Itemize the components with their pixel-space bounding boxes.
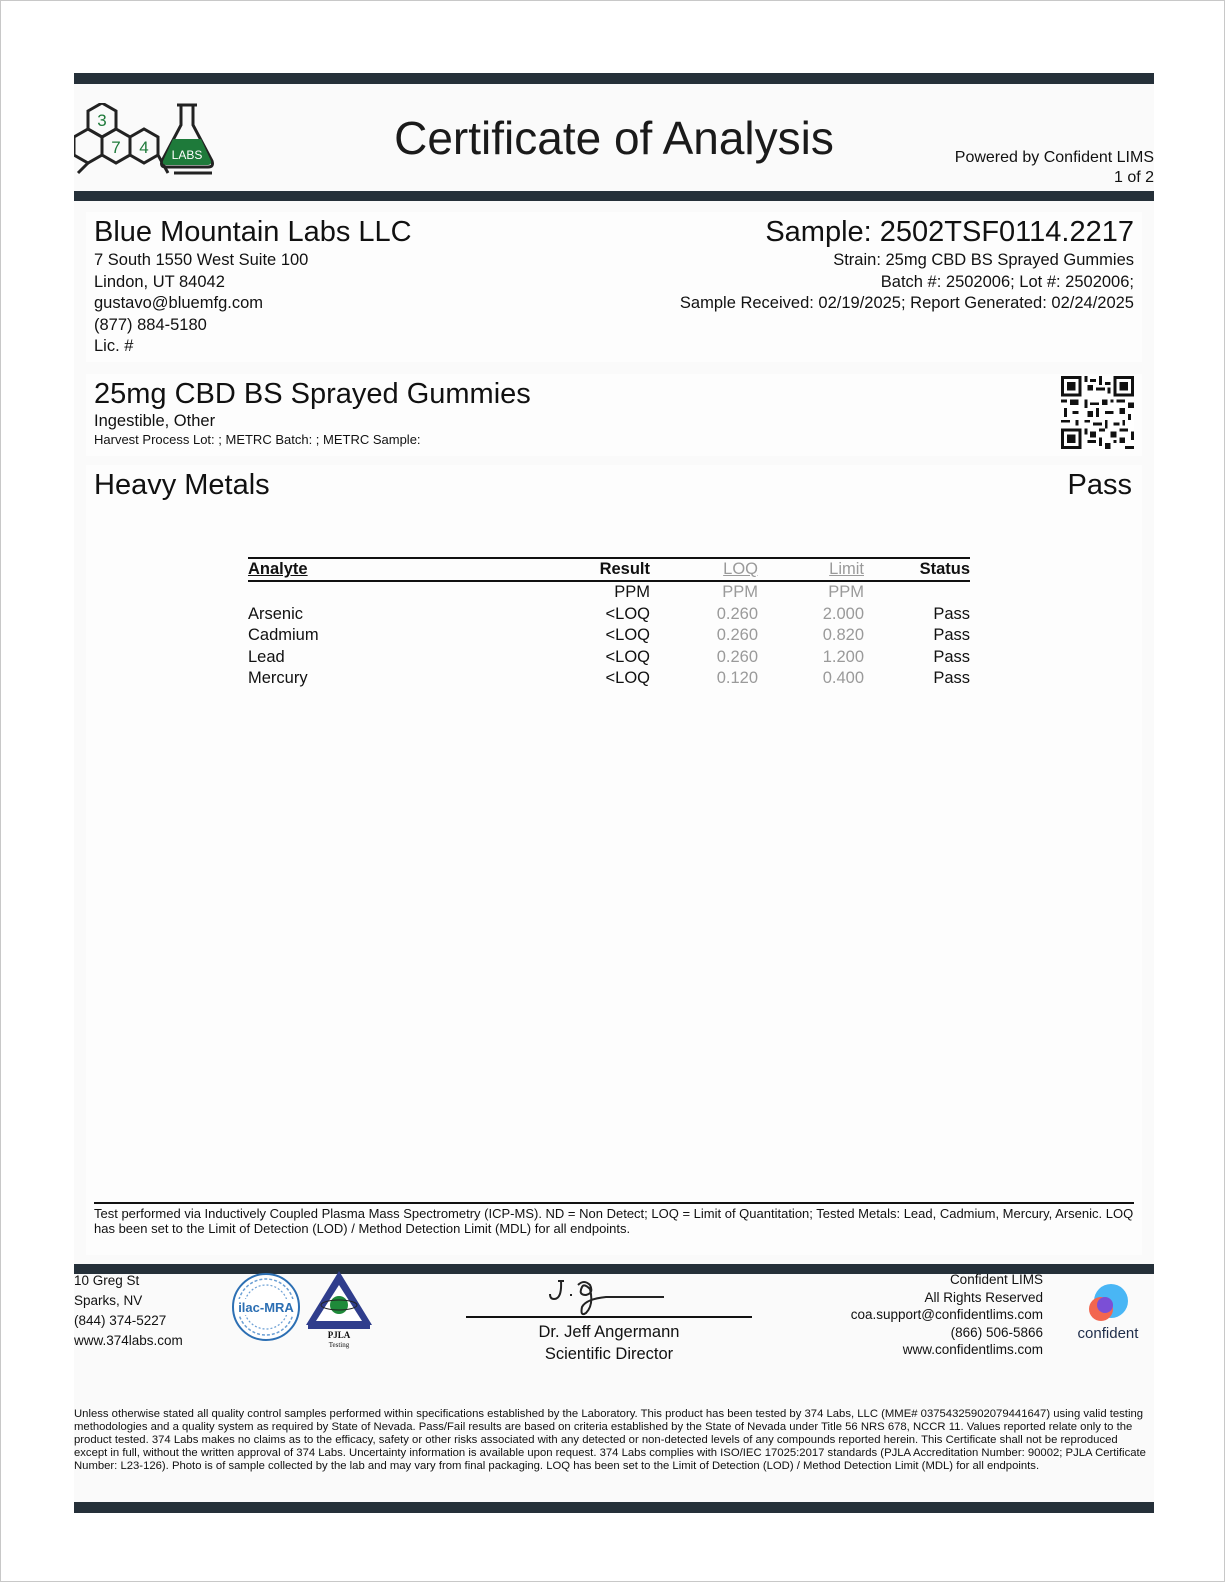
limit-cell: 0.400 [822, 669, 864, 687]
sample-dates: Sample Received: 02/19/2025; Report Generated: 02/24/2025 [679, 294, 1134, 312]
loq-cell: 0.260 [716, 647, 758, 666]
client-details [94, 250, 308, 358]
unit-cell [248, 581, 536, 604]
logo-digit-7: 7 [111, 138, 121, 157]
product-lots: Harvest Process Lot: ; METRC Batch: ; METRC Sample: [94, 432, 421, 447]
result-cell: <LOQ [605, 669, 650, 687]
analyte-cell: Mercury [248, 669, 308, 687]
lims-company: Confident LIMS [949, 1272, 1043, 1287]
top-bar [74, 73, 1154, 84]
powered-by-text: Powered by Confident LIMS [954, 149, 1154, 166]
page-indicator: 1 of 2 [1113, 169, 1154, 186]
lims-website: www.confidentlims.com [902, 1342, 1043, 1357]
lab-address-line: Sparks, NV [74, 1293, 143, 1308]
column-header-result: Result [536, 558, 650, 581]
lims-phone: (866) 506-5866 [950, 1324, 1043, 1340]
client-phone: (877) 884-5180 [94, 315, 207, 334]
unit-cell [864, 581, 970, 604]
pjla-subtext: Testing [328, 1341, 350, 1349]
document-title: Certificate of Analysis [394, 112, 834, 164]
accreditation-logos [232, 1269, 377, 1349]
ilac-mra-text: ilac-MRA [238, 1300, 294, 1315]
result-cell: <LOQ [605, 626, 650, 644]
column-header-loq: LOQ [650, 558, 758, 581]
lims-email: coa.support@confidentlims.com [850, 1307, 1043, 1322]
section-status: Pass [1067, 469, 1132, 501]
powered-by [955, 148, 1154, 188]
limit-cell: 1.200 [822, 647, 864, 666]
sample-details [680, 250, 1134, 315]
sample-strain: Strain: 25mg CBD BS Sprayed Gummies [833, 251, 1134, 269]
column-header-limit: Limit [758, 558, 864, 581]
result-cell: <LOQ [605, 604, 650, 623]
table-units-row [248, 581, 970, 604]
signature-image [466, 1273, 752, 1317]
client-license: Lic. # [94, 337, 134, 355]
client-address-line2: Lindon, UT 84042 [94, 272, 225, 291]
section-title: Heavy Metals [94, 469, 270, 501]
confident-logo-icon [1083, 1283, 1133, 1325]
result-cell: <LOQ [605, 647, 650, 666]
client-address-line1: 7 South 1550 West Suite 100 [94, 251, 309, 269]
pjla-icon [306, 1271, 372, 1349]
table-row [248, 647, 970, 669]
column-header-status: Status [864, 558, 970, 581]
sample-id: Sample: 2502TSF0114.2217 [765, 216, 1134, 248]
loq-cell: 0.120 [716, 669, 758, 687]
sample-batch-lot: Batch #: 2502006; Lot #: 2502006; [880, 272, 1134, 291]
table-row [248, 625, 970, 647]
status-cell: Pass [933, 647, 970, 666]
header-divider-bar [74, 191, 1154, 201]
lims-rights: All Rights Reserved [924, 1289, 1043, 1305]
analyte-cell: Lead [248, 647, 285, 666]
lab-website: www.374labs.com [74, 1333, 183, 1348]
pjla-text: PJLA [327, 1330, 351, 1340]
limit-cell: 2.000 [822, 604, 864, 623]
status-cell: Pass [933, 669, 970, 687]
loq-cell: 0.260 [716, 604, 758, 623]
table-header-row [248, 558, 970, 581]
analyte-cell: Arsenic [248, 604, 304, 623]
analyte-cell: Cadmium [248, 626, 319, 644]
product-name: 25mg CBD BS Sprayed Gummies [94, 378, 531, 410]
confident-logo-text: confident [1077, 1325, 1139, 1342]
product-type: Ingestible, Other [94, 412, 216, 430]
certificate-page [74, 73, 1154, 1513]
qr-code-icon [1061, 376, 1134, 449]
client-sample-panel [86, 212, 1142, 362]
signature-line [466, 1316, 752, 1318]
lab-address-line: 10 Greg St [74, 1273, 140, 1288]
heavy-metals-table [248, 557, 970, 690]
logo-digit-4: 4 [139, 138, 149, 157]
client-email: gustavo@bluemfg.com [94, 294, 263, 312]
signer-title: Scientific Director [544, 1345, 674, 1363]
column-header-analyte: Analyte [248, 558, 536, 581]
lab-phone: (844) 374-5227 [74, 1313, 167, 1328]
lims-contact [851, 1271, 1043, 1359]
signer-block [466, 1321, 752, 1365]
confident-logo [1070, 1283, 1146, 1353]
disclaimer: Unless otherwise stated all quality control samples performed within specifications established by the Laboratory. This product has been tested by 374 Labs, LLC (MME# 03754325902079441647) using valid testing methodologies and a quality system as required by State of Nevada. Pass/Fail results are based on criteria established by the State of Nevada under Title 56 NRS 678, NCCR 11. Values reported relate only to the product tested. 374 Labs makes no claims as to the efficacy, safety or other risks associated with any detected or non-detected levels of any compounds reported herein. This Certificate shall not be reproduced except in full, without the written approval of 374 Labs. Uncertainty information is available upon request. 374 Labs complies with ISO/IEC 17025:2017 standards (PJLA Accreditation Number: 90002; PJLA Certificate Number: L23-126). Photo is of sample collected by the lab and may vary from final packaging. LOQ has been set to the Limit of Detection (LOD) / Method Detection Limit (MDL) for all endpoints. [74, 1408, 1146, 1472]
ilac-mra-icon [233, 1274, 299, 1340]
bottom-bar [74, 1502, 1154, 1513]
loq-cell: 0.260 [716, 626, 758, 644]
logo-labs-text: LABS [171, 148, 203, 162]
logo-digit-3: 3 [97, 111, 107, 130]
table-row [248, 604, 970, 626]
signer-name: Dr. Jeff Angermann [538, 1323, 680, 1341]
client-name: Blue Mountain Labs LLC [94, 216, 412, 248]
table-row [248, 668, 970, 690]
status-cell: Pass [933, 604, 970, 623]
product-panel [86, 374, 1142, 456]
status-cell: Pass [933, 626, 970, 644]
heavy-metals-panel [86, 465, 1142, 1255]
unit-cell: PPM [722, 583, 758, 601]
limit-cell: 0.820 [822, 626, 864, 644]
lab-address [74, 1271, 183, 1351]
unit-cell: PPM [828, 583, 864, 601]
method-note: Test performed via Inductively Coupled Plasma Mass Spectrometry (ICP-MS). ND = Non Detect; LOQ = Limit of Quantitation; Tested Metals: Lead, Cadmium, Mercury, Arsenic. LOQ has been set to the Limit of Detection (LOD) / Method Detection Limit (MDL) for all endpoints. [94, 1202, 1134, 1236]
unit-cell: PPM [614, 583, 650, 601]
